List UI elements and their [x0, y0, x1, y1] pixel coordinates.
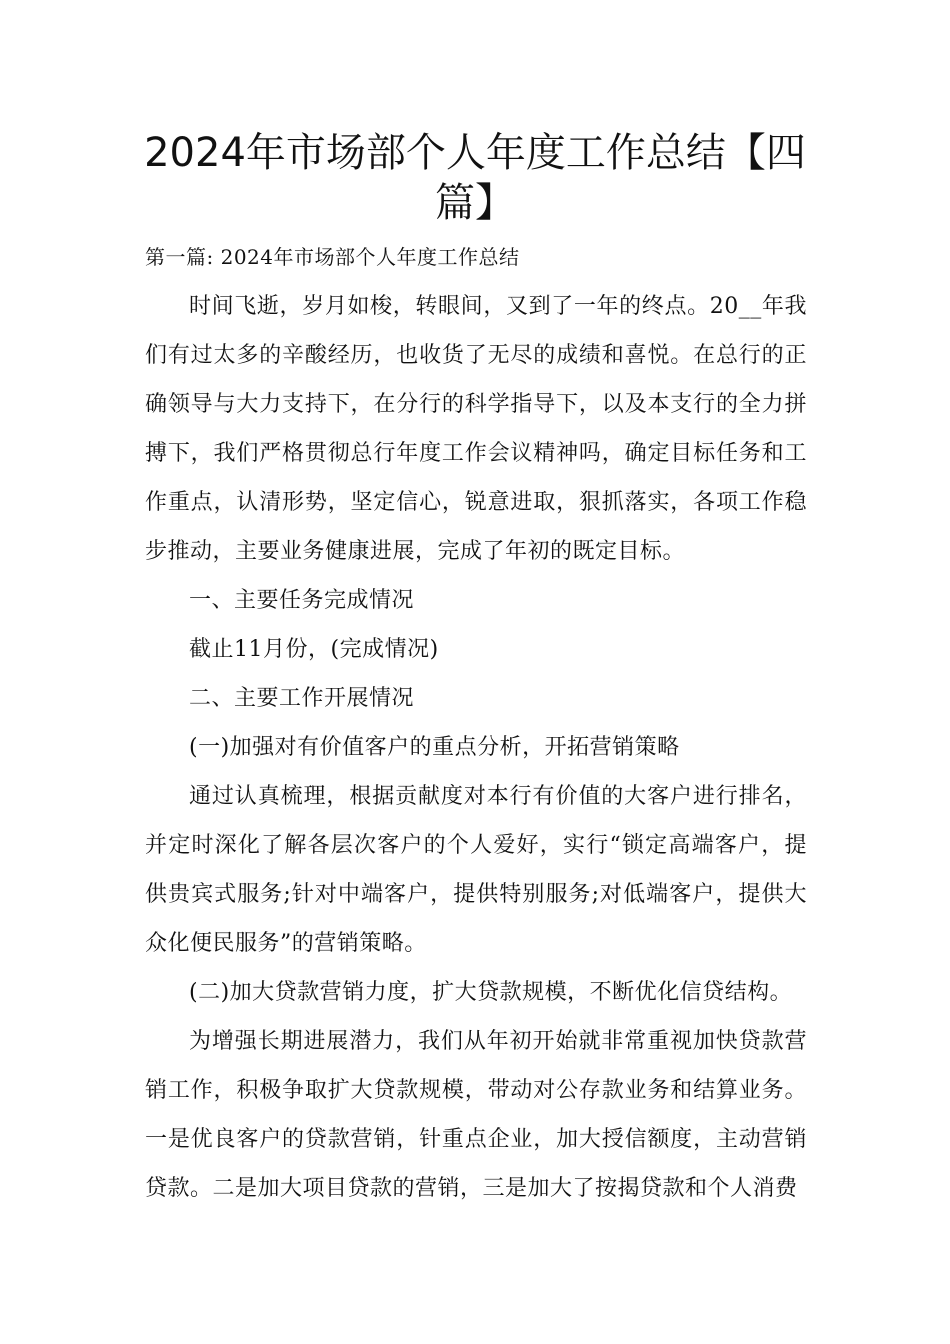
paragraph: (一)加强对有价值客户的重点分析，开拓营销策略 [189, 735, 680, 760]
paragraph: 截止11月份，(完成情况) [189, 637, 439, 662]
paragraph: 二、主要工作开展情况 [189, 686, 415, 711]
paragraph: 一、主要任务完成情况 [189, 588, 415, 613]
section-heading: 第一篇: 2024年市场部个人年度工作总结 [145, 245, 520, 269]
document-body [145, 233, 807, 1213]
paragraph: 通过认真梳理，根据贡献度对本行有价值的大客户进行排名，并定时深化了解各层次客户的个人爱好，实行“锁定高端客户，提供贵宾式服务;针对中端客户，提供特别服务;对低端客户，提供大众化便民服务”的营销策略。 [145, 784, 807, 956]
paragraph: (二)加大贷款营销力度，扩大贷款规模，不断优化信贷结构。 [189, 980, 793, 1005]
paragraph: 时间飞逝，岁月如梭，转眼间，又到了一年的终点。20__年我们有过太多的辛酸经历，也收货了无尽的成绩和喜悦。在总行的正确领导与大力支持下，在分行的科学指导下，以及本支行的全力拼搏下，我们严格贯彻总行年度工作会议精神吗，确定目标任务和工作重点，认清形势，坚定信心，锐意进取，狠抓落实，各项工作稳步推动，主要业务健康进展，完成了年初的既定目标。 [145, 294, 807, 564]
document-title: 2024年市场部个人年度工作总结【四篇】 [144, 130, 806, 226]
paragraph: 为增强长期进展潜力，我们从年初开始就非常重视加快贷款营销工作，积极争取扩大贷款规模，带动对公存款业务和结算业务。一是优良客户的贷款营销，针重点企业，加大授信额度，主动营销贷款。二是加大项目贷款的营销，三是加大了按揭贷款和个人消费 [145, 1029, 807, 1201]
